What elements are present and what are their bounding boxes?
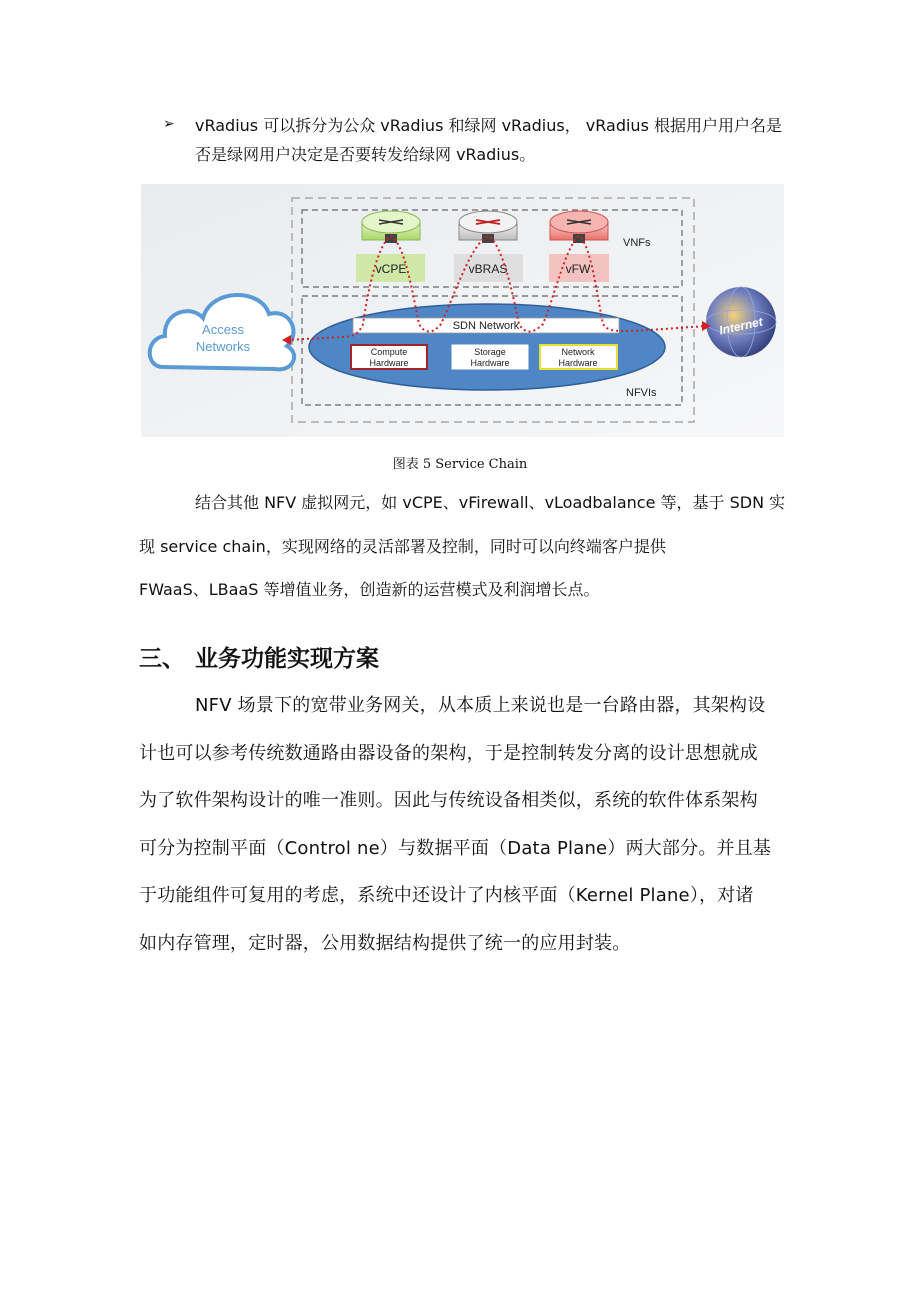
svg-text:Network: Network xyxy=(561,347,595,357)
paragraph-1-line-1: 结合其他 NFV 虚拟网元，如 vCPE、vFirewall、vLoadbalance 等，基于 SDN 实 xyxy=(195,493,786,512)
access-networks-label-line-2: Networks xyxy=(195,339,251,354)
internet-label: Internet xyxy=(718,314,764,338)
nfvis-label: NFVIs xyxy=(626,387,657,399)
paragraph-1-line-3: FWaaS、LBaaS 等增值业务，创造新的运营模式及利润增长点。 xyxy=(139,580,600,599)
paragraph-1-line-2: 现 service chain，实现网络的灵活部署及控制，同时可以向终端客户提供 xyxy=(139,537,666,556)
section-heading xyxy=(139,640,379,673)
paragraph-2-line-6: 如内存管理，定时器，公用数据结构提供了统一的应用封装。 xyxy=(139,933,631,954)
svg-text:Hardware: Hardware xyxy=(558,358,598,368)
svg-text:Hardware: Hardware xyxy=(470,358,510,368)
bullet-text-line-2: 否是绿网用户决定是否要转发给绿网 vRadius。 xyxy=(195,145,536,164)
vnf-label-vfw: vFW xyxy=(565,262,591,276)
svg-text:Hardware: Hardware xyxy=(369,358,409,368)
vnfs-label: VNFs xyxy=(623,237,651,249)
service-chain-diagram xyxy=(141,184,784,437)
sdn-network-label: SDN Network xyxy=(452,320,520,332)
paragraph-2-line-5: 于功能组件可复用的考虑，系统中还设计了内核平面（Kernel Plane），对诸 xyxy=(139,885,754,906)
paragraph-2-line-1: NFV 场景下的宽带业务网关，从本质上来说也是一台路由器，其架构设 xyxy=(195,695,766,716)
storage-hardware xyxy=(452,345,528,369)
paragraph-2-line-3: 为了软件架构设计的唯一准则。因此与传统设备相类似，系统的软件体系架构 xyxy=(139,790,758,811)
section-title: 业务功能实现方案 xyxy=(195,646,379,672)
figure-caption: 图表 5 Service Chain xyxy=(392,457,528,472)
vnf-label-vbras: vBRAS xyxy=(468,262,508,276)
svg-text:Compute: Compute xyxy=(370,347,408,357)
paragraph-2-line-2: 计也可以参考传统数通路由器设备的架构，于是控制转发分离的设计思想就成 xyxy=(139,743,758,764)
network-hardware xyxy=(540,345,617,369)
access-networks-label-line-1: Access xyxy=(202,322,244,337)
vnf-label-vcpe: vCPE xyxy=(375,262,407,276)
bullet-arrow-icon: ➢ xyxy=(163,116,175,132)
svg-text:Storage: Storage xyxy=(474,347,506,357)
bullet-text-line-1: vRadius 可以拆分为公众 vRadius 和绿网 vRadius， vRadius 根据用户用户名是 xyxy=(195,116,782,135)
compute-hardware xyxy=(351,345,427,369)
paragraph-2-line-4: 可分为控制平面（Control ne）与数据平面（Data Plane）两大部分。并且基 xyxy=(139,838,772,859)
section-number: 三、 xyxy=(139,646,185,672)
